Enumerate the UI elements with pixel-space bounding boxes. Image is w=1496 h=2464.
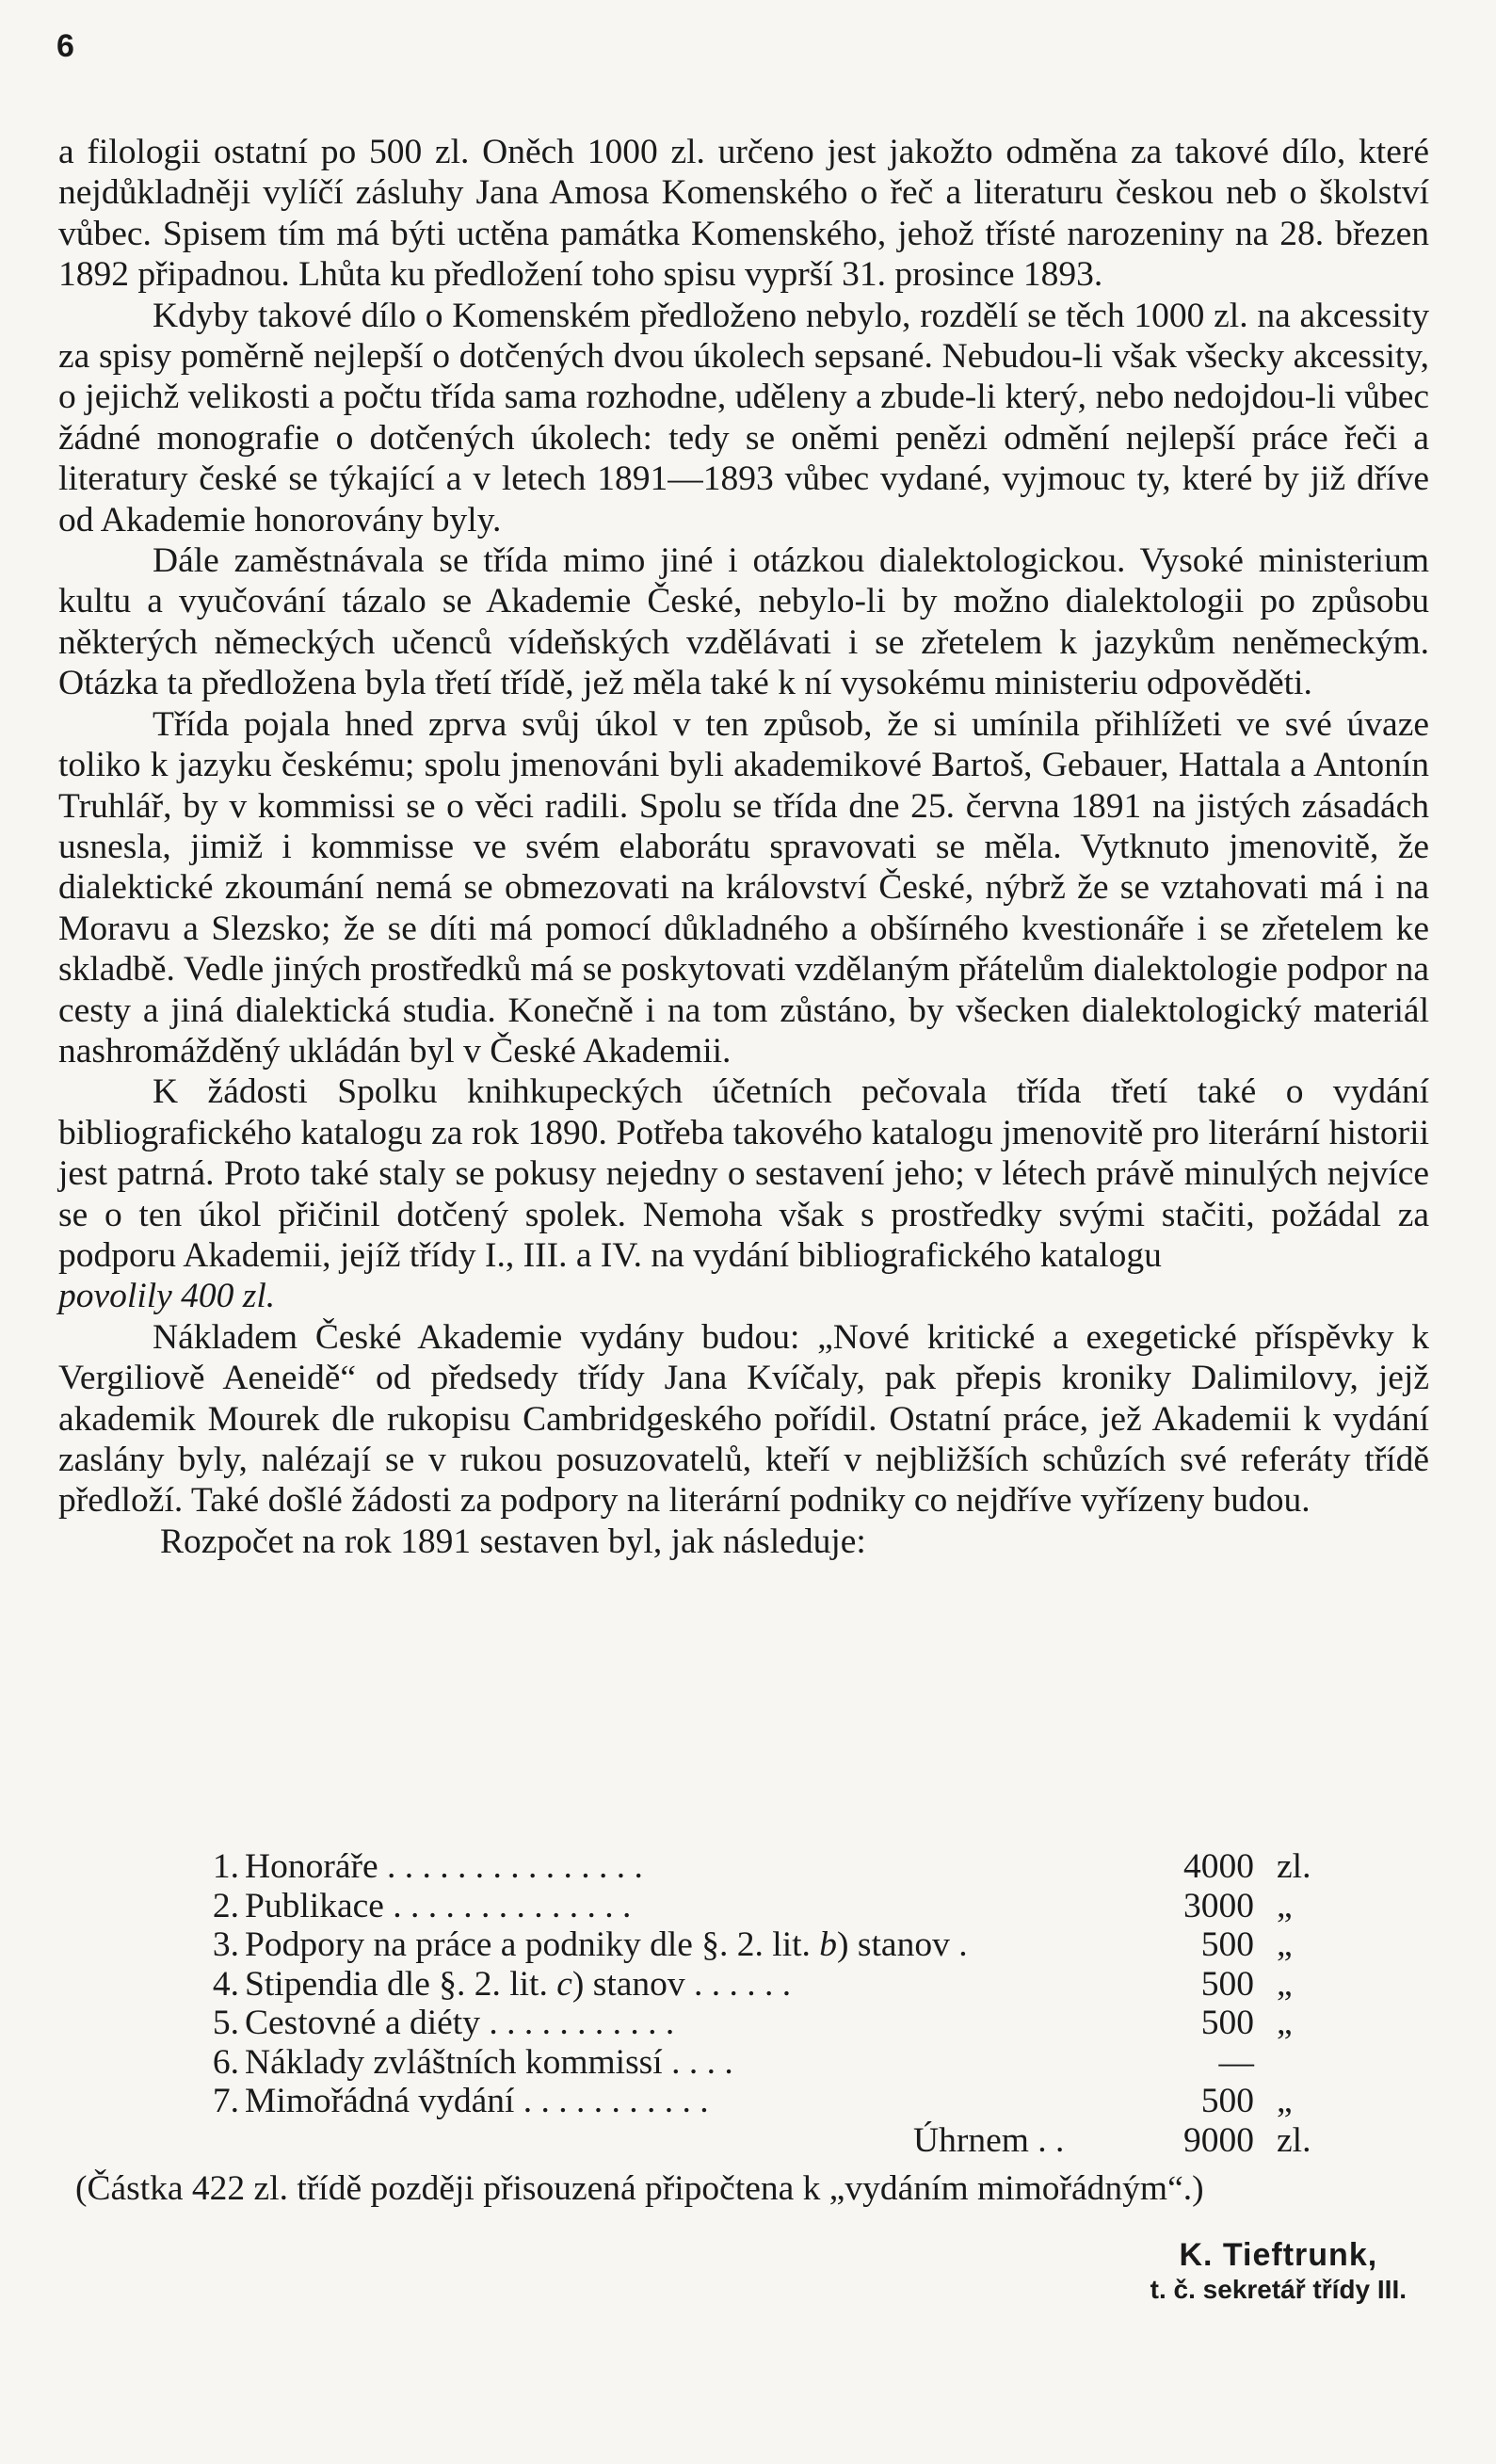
budget-row	[198, 2082, 1327, 2121]
budget-table	[198, 1847, 1327, 2160]
budget-item-number: 7.	[212, 2082, 239, 2120]
budget-item-amount: 500	[1200, 2004, 1254, 2042]
budget-item-number: 2.	[212, 1886, 239, 1925]
budget-item-label: Honoráře . . . . . . . . . . . . . . .	[245, 1847, 643, 1886]
paragraph-5	[58, 1071, 1429, 1316]
budget-item-label: Mimořádná vydání . . . . . . . . . . .	[245, 2082, 709, 2120]
budget-intro: Rozpočet na rok 1891 sestaven byl, jak následuje:	[160, 1522, 866, 1561]
budget-row	[198, 1847, 1327, 1887]
paragraph-6: Nákladem České Akademie vydány budou: „Nové kritické a exegetické příspěvky k Vergiliově Aeneidě“ od předsedy třídy Jana Kvíčaly, pak přepis kroniky Dalimilovy, jejž akademik Mourek dle rukopisu Cambridgeského pořídil. Ostatní práce, jež Akademii k vydání zaslány byly, nalézají se v rukou posuzovatelů, kteří v nejbližších schůzích své referáty třídě předloží. Také došlé žádosti za podpory na literární podniky co nejdříve vyřízeny budou.	[58, 1317, 1429, 1521]
budget-total-label: Úhrnem . .	[913, 2120, 1065, 2160]
budget-row	[198, 2004, 1327, 2043]
paragraph-4: Třída pojala hned zprva svůj úkol v ten způsob, že si umínila přihlížeti ve své úvaze toliko k jazyku českému; spolu jmenováni byli akademikové Bartoš, Gebauer, Hattala a Antonín Truhlář, by v kommissi se o věci radili. Spolu se třída dne 25. června 1891 na jistých zásadách usnesla, jimiž i kommisse ve svém elaborátu spravovati se měla. Vytknuto jmenovitě, že dialektické zkoumání nemá se obmezovati na království České, nýbrž že se vztahovati má i na Moravu a Slezsko; že se díti má pomocí důkladného a obšírného kvestionáře i se zřetelem ke skladbě. Vedle jiných prostředků má se poskytovati vzdělaným přátelům dialektologie podpor na cesty a jiná dialektická studia. Konečně i na tom zůstáno, by všecken dialektologický materiál nashromážděný ukládán byl v České Akademii.	[58, 704, 1429, 1071]
budget-item-label: Náklady zvláštních kommissí . . . .	[245, 2042, 733, 2082]
budget-item-unit: „	[1277, 1925, 1293, 1964]
budget-row	[198, 1965, 1327, 2005]
budget-item-number: 5.	[212, 2004, 239, 2042]
paragraph-2: Kdyby takové dílo o Komenském předloženo nebylo, rozdělí se těch 1000 zl. na akcessity za spisy poměrně nejlepší o dotčených dvou úkolech sepsané. Nebudou-li však všecky akcessity, o jejichž velikosti a počtu třída sama rozhodne, uděleny a zbude-li který, nebo nedojdou-li vůbec žádné monografie o dotčených úkolech: tedy se oněmi penězi odmění nejlepší práce řeči a literatury české se týkající a v letech 1891—1893 vůbec vydané, vyjmouc ty, které by již dříve od Akademie honorovány byly.	[58, 296, 1429, 540]
budget-item-number: 1.	[212, 1847, 239, 1886]
budget-item-number: 6.	[212, 2042, 239, 2082]
budget-total-amount: 9000	[1183, 2120, 1254, 2160]
budget-item-label: Publikace . . . . . . . . . . . . . .	[245, 1886, 632, 1925]
paragraph-3: Dále zaměstnávala se třída mimo jiné i otázkou dialektologickou. Vysoké ministerium kultu a vyučování tázalo se Akademie České, nebylo-li by možno dialektologii po způsobu některých německých učenců vídeňských vzdělávati i se zřetelem k jazykům neněmeckým. Otázka ta předložena byla třetí třídě, jež měla také k ní vysokému ministeriu odpověděti.	[58, 541, 1429, 703]
budget-item-unit: „	[1277, 2004, 1293, 2042]
page-number: 6	[56, 28, 74, 64]
budget-item-number: 3.	[212, 1925, 239, 1964]
body-text	[58, 132, 1429, 1562]
budget-item-unit: „	[1277, 1964, 1293, 2004]
budget-item-amount: 500	[1200, 2082, 1254, 2120]
budget-item-unit: „	[1277, 1886, 1293, 1925]
budget-item-unit: „	[1277, 2082, 1293, 2120]
paragraph-5-italic: povolily 400 zl.	[58, 1277, 276, 1316]
signature-block	[1150, 2236, 1407, 2306]
paragraph-5-text: K žádosti Spolku knihkupeckých účetních pečovala třída třetí také o vydání bibliografického katalogu za rok 1890. Potřeba takového katalogu jmenovitě pro literární historii jest patrná. Proto také staly se pokusy nejedny o sestavení jeho; v létech právě minulých nejvíce se o ten úkol přičinil dotčený spolek. Nemoha však s prostředky svými stačiti, požádal za podporu Akademii, jejíž třídy I., III. a IV. na vydání bibliografického katalogu	[58, 1072, 1429, 1275]
budget-item-unit: zl.	[1277, 1847, 1311, 1886]
budget-item-amount: 3000	[1183, 1886, 1254, 1925]
budget-total-row	[198, 2121, 1327, 2161]
footnote: (Částka 422 zl. třídě později přisouzená připočtena k „vydáním mimořádným“.)	[75, 2168, 1204, 2208]
budget-item-amount: 500	[1200, 1964, 1254, 2004]
paragraph-1: a filologii ostatní po 500 zl. Oněch 1000 zl. určeno jest jakožto odměna za takové dílo, které nejdůkladněji vylíčí zásluhy Jana Amosa Komenského o řeč a literaturu českou neb o školství vůbec. Spisem tím má býti uctěna památka Komenského, jehož třísté narozeniny na 28. březen 1892 připadnou. Lhůta ku předložení toho spisu vyprší 31. prosince 1893.	[58, 133, 1429, 295]
budget-item-label: Stipendia dle §. 2. lit. c) stanov . . . . . .	[245, 1964, 792, 2004]
budget-total-unit: zl.	[1277, 2120, 1311, 2160]
budget-item-label: Podpory na práce a podniky dle §. 2. lit. b) stanov .	[245, 1925, 968, 1964]
budget-row	[198, 1887, 1327, 1926]
budget-item-label: Cestovné a diéty . . . . . . . . . . .	[245, 2004, 675, 2042]
budget-item-amount: —	[1218, 2042, 1254, 2082]
budget-item-number: 4.	[212, 1964, 239, 2004]
signature-role: t. č. sekretář třídy III.	[1150, 2275, 1407, 2304]
signature-name: K. Tieftrunk,	[1179, 2237, 1378, 2273]
budget-item-amount: 500	[1200, 1925, 1254, 1964]
budget-row	[198, 2043, 1327, 2083]
budget-row	[198, 1925, 1327, 1965]
budget-item-amount: 4000	[1183, 1847, 1254, 1886]
